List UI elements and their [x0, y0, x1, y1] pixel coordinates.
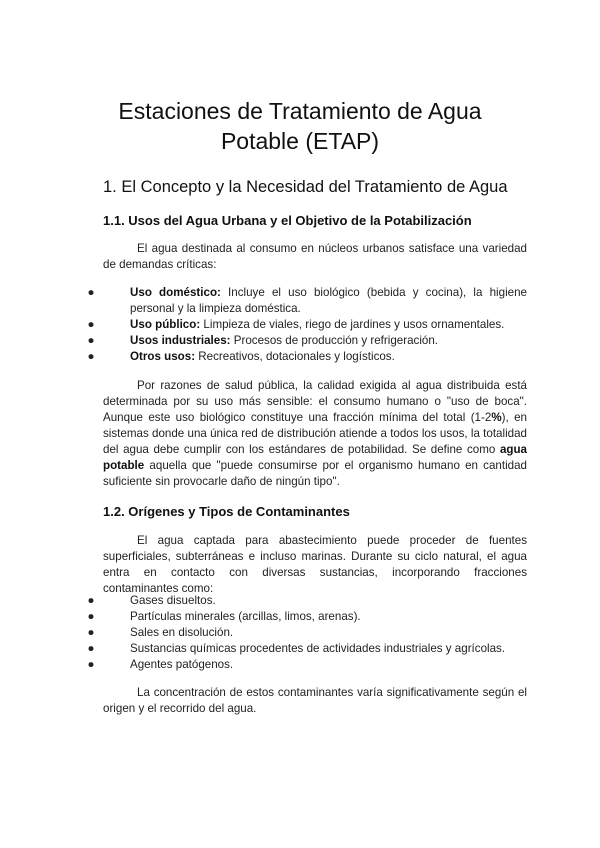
- subsection-1-2-closing: La concentración de estos contaminantes varía significativamente según el origen y el recorrido del agua.: [103, 686, 527, 715]
- potable-water-term: agua potable: [103, 443, 527, 472]
- list-item: [87, 349, 527, 365]
- bullet-icon: ●: [87, 350, 95, 363]
- paragraph-text-a: Por razones de salud pública, la calidad exigida al agua distribuida está determinada por su uso más sensible: el consumo humano o "uso de boca". Aunque este uso biológico constituye una fracción mínima del total (1-2: [103, 379, 527, 424]
- list-item-text: Partículas minerales (arcillas, limos, arenas).: [130, 610, 361, 623]
- subsection-1-1-heading: 1.1. Usos del Agua Urbana y el Objetivo de la Potabilización: [103, 213, 472, 228]
- list-item: [87, 625, 527, 641]
- list-item: [87, 333, 527, 349]
- bullet-icon: ●: [87, 318, 95, 331]
- list-item-text: Recreativos, dotacionales y logísticos.: [195, 350, 395, 363]
- list-item: [87, 317, 527, 333]
- list-item: [87, 641, 527, 657]
- percent-sign: %: [491, 411, 502, 424]
- title-line-2: Potable (ETAP): [220, 128, 380, 154]
- list-item: [87, 593, 527, 609]
- water-uses-list: [87, 285, 528, 365]
- list-item-term: Uso público:: [130, 318, 201, 331]
- list-item-text: Limpieza de viales, riego de jardines y usos ornamentales.: [200, 318, 505, 331]
- bullet-icon: ●: [87, 642, 95, 655]
- list-item-text: Sales en disolución.: [130, 626, 234, 639]
- list-item: [87, 609, 527, 625]
- document-title: [60, 96, 540, 156]
- list-item-text: Procesos de producción y refrigeración.: [230, 334, 439, 347]
- title-line-1: Estaciones de Tratamiento de Agua: [118, 98, 482, 124]
- bullet-icon: ●: [87, 594, 95, 607]
- bullet-icon: ●: [87, 286, 95, 299]
- subsection-1-2-heading: 1.2. Orígenes y Tipos de Contaminantes: [103, 504, 350, 519]
- subsection-1-2-intro: El agua captada para abastecimiento puede proceder de fuentes superficiales, subterráneas e incluso marinas. Durante su ciclo natural, el agua entra en contacto con diversas sustancias, incorporando fracciones contaminantes como:: [103, 534, 527, 595]
- subsection-1-1-intro: El agua destinada al consumo en núcleos urbanos satisface una variedad de demandas críticas:: [103, 242, 527, 271]
- list-item: [87, 657, 527, 673]
- section-1-heading: 1. El Concepto y la Necesidad del Tratamiento de Agua: [103, 178, 508, 196]
- list-item: [87, 285, 528, 317]
- bullet-icon: ●: [87, 658, 95, 671]
- list-item-term: Otros usos:: [130, 350, 196, 363]
- bullet-icon: ●: [87, 610, 95, 623]
- list-item-text: Gases disueltos.: [130, 594, 216, 607]
- list-item-text: Agentes patógenos.: [130, 658, 234, 671]
- paragraph-text-b: ), en sistemas donde una única red de distribución atiende a todos los usos, la totalidad del agua debe cumplir con los estándares de potabilidad. Se define como: [103, 411, 527, 456]
- list-item-text: Sustancias químicas procedentes de actividades industriales y agrícolas.: [130, 642, 506, 655]
- list-item-text: Incluye el uso biológico (bebida y cocina), la higiene personal y la limpieza doméstica.: [130, 286, 528, 315]
- list-item-term: Usos industriales:: [130, 334, 231, 347]
- bullet-icon: ●: [87, 626, 95, 639]
- list-item-term: Uso doméstico:: [130, 286, 221, 299]
- potable-water-paragraph: [103, 378, 527, 490]
- paragraph-text-c: aquella que "puede consumirse por el organismo humano en cantidad suficiente sin provocarle daño de ningún tipo".: [103, 459, 527, 488]
- bullet-icon: ●: [87, 334, 95, 347]
- contaminants-list: [87, 593, 527, 673]
